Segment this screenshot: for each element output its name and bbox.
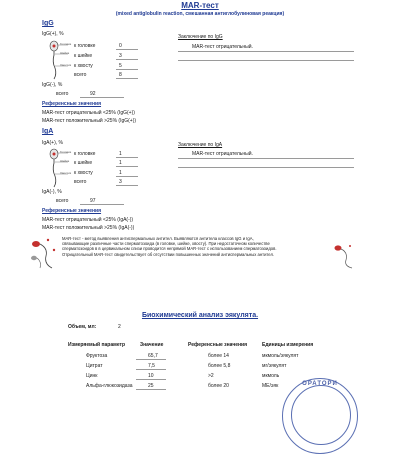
- igg-row-value: 0: [119, 43, 122, 49]
- igg-positive-label: IgG(+), %: [42, 31, 64, 37]
- igg-row-value: 3: [119, 53, 122, 59]
- note-line: сперматозоидов в в цервикальном слизи проводится непрямой MAR-тест с использованием сперматозоидов.: [62, 246, 277, 252]
- iga-conclusion-text: MAR-тест отрицательный.: [192, 151, 253, 157]
- sperm-illustration-right: [330, 240, 358, 270]
- bio-row-param: Цинк: [86, 373, 98, 379]
- igg-row-label: к головке: [74, 43, 96, 49]
- igg-row-value: 5: [119, 63, 122, 69]
- bio-row-unit: мкмоль: [262, 373, 280, 379]
- iga-negative-label: IgA(-), %: [42, 189, 62, 195]
- iga-row-label: к шейке: [74, 160, 93, 166]
- iga-row-value: 3: [119, 179, 122, 185]
- igg-negative-total-label: всего: [56, 91, 69, 97]
- igg-heading: IgG: [42, 20, 54, 27]
- igg-conclusion-title: Заключение по IgG: [178, 34, 223, 40]
- sperm-diagram-igg: [48, 40, 70, 80]
- bio-row-unit: мг/эякулят: [262, 363, 287, 369]
- iga-ref-title: Референсные значения: [42, 208, 102, 214]
- igg-row-value: 8: [119, 72, 122, 78]
- bio-row-ref: более 20: [208, 383, 229, 389]
- bio-title: Биохимический анализ эякулята.: [141, 312, 259, 319]
- note-line: MAR-тест - метод выявления антиспермальных антител. Выявляются антитела классов IgG и IgA,: [62, 236, 254, 241]
- bio-row-ref: >2: [208, 373, 214, 379]
- iga-negative-total-label: всего: [56, 198, 69, 204]
- igg-row-label: к хвосту: [74, 63, 93, 69]
- mar-note: [62, 236, 362, 257]
- bio-row-value: 65,7: [148, 353, 158, 359]
- iga-ref-line-2: MAR-тест положительный >25% (IgA(-)): [42, 225, 135, 231]
- iga-tiny-tail: Хвостик: [60, 171, 72, 175]
- bio-header-param: Измеряемый параметр: [68, 342, 126, 348]
- iga-positive-label: IgA(+), %: [42, 140, 63, 146]
- iga-heading: IgA: [42, 128, 54, 135]
- microscope-illustration: [26, 234, 60, 272]
- bio-header-unit: Единицы измерения: [262, 342, 314, 348]
- bio-row-ref: более 14: [208, 353, 229, 359]
- igg-ref-title: Референсные значения: [42, 101, 102, 107]
- bio-row-value: 10: [148, 373, 154, 379]
- iga-row-label: всего: [74, 179, 87, 185]
- igg-row-label: к шейке: [74, 53, 93, 59]
- igg-row-label: всего: [74, 72, 87, 78]
- iga-tiny-neck: Шейка: [60, 159, 70, 163]
- mar-subtitle: (mixed antiglobulin reaction, смешанная антиглобулиновая реакция): [115, 11, 285, 17]
- iga-row-label: к хвосту: [74, 170, 93, 176]
- bio-header-value: Значение: [140, 342, 164, 348]
- bio-header-ref: Референсные значения: [188, 342, 248, 348]
- iga-tiny-head: Головка: [60, 150, 72, 154]
- bio-row-param: Альфа-глюкозидаза: [86, 383, 133, 389]
- iga-row-label: к головке: [74, 151, 96, 157]
- igg-tiny-neck: Шейка: [60, 51, 70, 55]
- iga-row-value: 1: [119, 151, 122, 157]
- iga-row-value: 1: [119, 170, 122, 176]
- iga-conclusion-title: Заключение по IgA: [178, 142, 223, 148]
- bio-row-unit: мкмоль/эякулят: [262, 353, 299, 359]
- igg-conclusion-text: MAR-тест отрицательный.: [192, 44, 253, 50]
- bio-row-unit: МЕ/эяк: [262, 383, 279, 389]
- igg-ref-line-2: MAR-тест положительный >25% (IgG(+)): [42, 118, 137, 124]
- bio-row-param: Фруктоза: [86, 353, 108, 359]
- lab-stamp: [282, 378, 358, 454]
- volume-value: 2: [118, 324, 121, 330]
- bio-row-ref: более 5,8: [208, 363, 231, 369]
- igg-negative-total-value: 92: [90, 91, 96, 97]
- stamp-text: ОРАТОРИ: [302, 381, 338, 387]
- iga-row-value: 1: [119, 160, 122, 166]
- bio-row-value: 7,5: [148, 363, 155, 369]
- iga-negative-total-value: 97: [90, 198, 96, 204]
- igg-tiny-tail: Хвостик: [60, 63, 72, 67]
- igg-negative-label: IgG(-), %: [42, 82, 63, 88]
- sperm-diagram-iga: [48, 148, 70, 188]
- note-line: Отрицательный MAR-тест свидетельствует об отсутствии повышенных значений антиспермальных антител.: [62, 251, 275, 257]
- mar-title: MAR-тест: [181, 1, 219, 10]
- bio-row-value: 25: [148, 383, 154, 389]
- iga-ref-line-1: MAR-тест отрицательный <25% (IgA(-)): [42, 217, 134, 223]
- volume-label: Объем, мл:: [68, 324, 97, 330]
- note-line: связывающие различные части сперматозоида (в головке, шейке, хвосту). При недостаточном количестве: [62, 241, 270, 247]
- bio-row-param: Цитрат: [86, 363, 103, 369]
- igg-ref-line-1: MAR-тест отрицательный <25% (IgG(+)): [42, 110, 135, 116]
- igg-tiny-head: Головка: [60, 42, 72, 46]
